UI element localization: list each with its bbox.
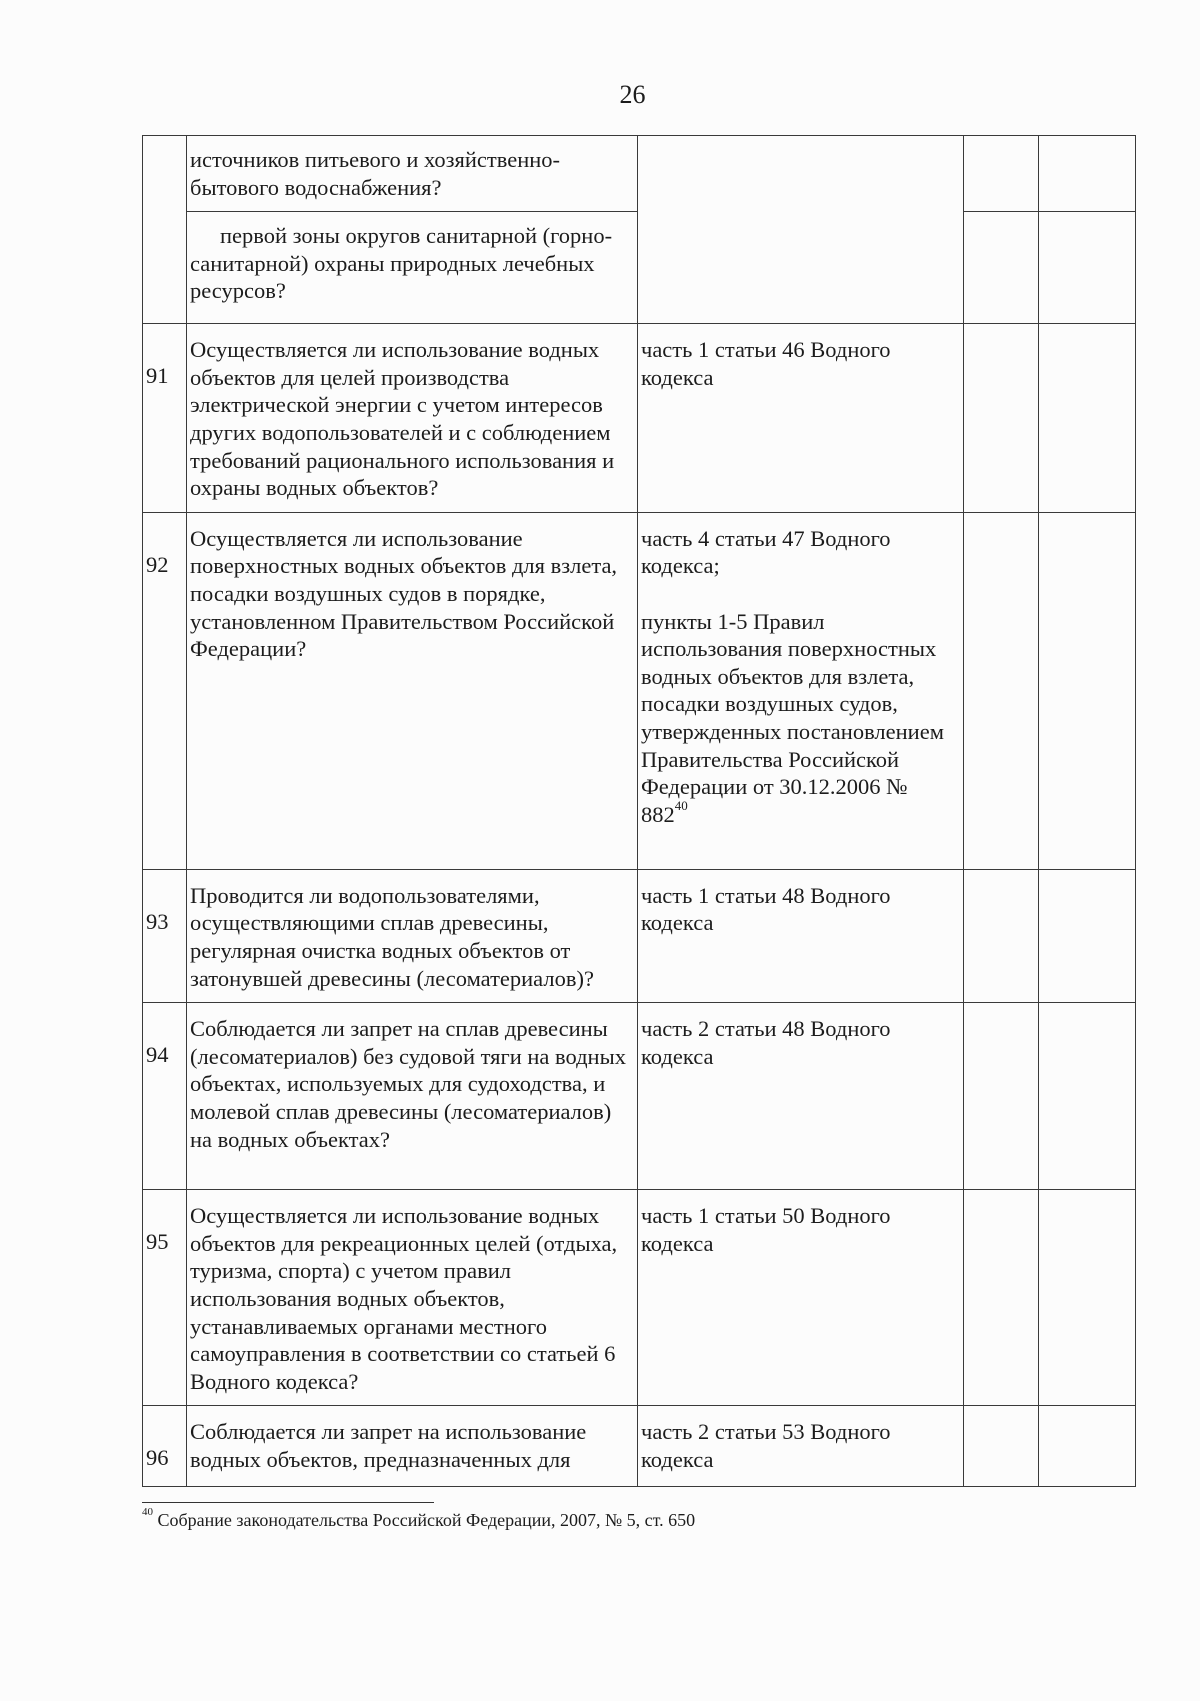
answer-cell xyxy=(964,1190,1039,1406)
note-cell xyxy=(1039,136,1136,212)
reference-text: часть 1 статьи 48 Водного кодекса xyxy=(641,882,891,936)
row-number-cell xyxy=(143,136,187,324)
footnote-divider xyxy=(142,1502,434,1503)
table-row xyxy=(143,512,1136,869)
question-cell xyxy=(187,1406,638,1487)
answer-cell xyxy=(964,512,1039,869)
question-cell xyxy=(187,136,638,212)
question-text: Проводится ли водопользователями, осуществляющими сплав древесины, регулярная очистка водных объектов от затонувшей древесины (лесоматериалов)? xyxy=(190,882,594,991)
reference-cell xyxy=(638,512,964,869)
row-number: 96 xyxy=(143,1406,187,1487)
question-cell xyxy=(187,1003,638,1190)
question-text: Осуществляется ли использование поверхностных водных объектов для взлета, посадки воздушных судов в порядке, установленном Правительством Российской Федерации? xyxy=(190,525,618,662)
reference-cell xyxy=(638,324,964,513)
table-row xyxy=(143,324,1136,513)
table-row xyxy=(143,1003,1136,1190)
question-text: Осуществляется ли использование водных объектов для целей производства электрической энергии с учетом интересов других водопользователей и с соблюдением требований рационального использования и охраны водных объектов? xyxy=(190,337,615,501)
question-cell xyxy=(187,212,638,324)
reference-text: часть 4 статьи 47 Водного кодекса; xyxy=(641,525,891,579)
question-cell xyxy=(187,1190,638,1406)
note-cell xyxy=(1039,324,1136,513)
question-text: Соблюдается ли запрет на использование водных объектов, предназначенных для xyxy=(190,1419,587,1472)
table-row xyxy=(143,1190,1136,1406)
checklist-table xyxy=(142,135,1136,1487)
table-row xyxy=(143,136,1136,212)
question-cell xyxy=(187,869,638,1002)
answer-cell xyxy=(964,1406,1039,1487)
row-number: 92 xyxy=(143,512,187,869)
row-number: 95 xyxy=(143,1190,187,1406)
table-row xyxy=(143,869,1136,1002)
question-cell xyxy=(187,512,638,869)
reference-text: часть 1 статьи 46 Водного кодекса xyxy=(641,337,891,390)
reference-cell xyxy=(638,869,964,1002)
page-number: 26 xyxy=(619,80,646,109)
reference-text: часть 2 статьи 53 Водного кодекса xyxy=(641,1419,891,1472)
note-cell xyxy=(1039,869,1136,1002)
reference-cell xyxy=(638,136,964,324)
row-number: 94 xyxy=(143,1003,187,1190)
reference-text: часть 1 статьи 50 Водного кодекса xyxy=(641,1203,891,1256)
question-text: Осуществляется ли использование водных объектов для рекреационных целей (отдыха, туризма, спорта) с учетом правил использования водных объектов, устанавливаемых органами местного самоуправления в соответствии со статьей 6 Водного кодекса? xyxy=(190,1203,618,1394)
question-text: Соблюдается ли запрет на сплав древесины (лесоматериалов) без судовой тяги на водных объектах, используемых для судоходства, и молевой сплав древесины (лесоматериалов) на водных объектах? xyxy=(190,1016,626,1152)
answer-cell xyxy=(964,212,1039,324)
footnote-marker: 40 xyxy=(674,797,688,813)
note-cell xyxy=(1039,1003,1136,1190)
note-cell xyxy=(1039,512,1136,869)
note-cell xyxy=(1039,1190,1136,1406)
reference-cell xyxy=(638,1406,964,1487)
answer-cell xyxy=(964,136,1039,212)
table-row xyxy=(143,1406,1136,1487)
reference-cell xyxy=(638,1190,964,1406)
footnote-number: 40 xyxy=(142,1506,153,1518)
answer-cell xyxy=(964,324,1039,513)
footnote xyxy=(142,1508,695,1532)
row-number: 91 xyxy=(143,324,187,513)
reference-text: часть 2 статьи 48 Водного кодекса xyxy=(641,1016,891,1069)
question-text: первой зоны округов санитарной (горно-санитарной) охраны природных лечебных ресурсов? xyxy=(190,223,613,304)
answer-cell xyxy=(964,1003,1039,1190)
row-number: 93 xyxy=(143,869,187,1002)
note-cell xyxy=(1039,1406,1136,1487)
answer-cell xyxy=(964,869,1039,1002)
question-cell xyxy=(187,324,638,513)
footnote-text: Собрание законодательства Российской Федерации, 2007, № 5, ст. 650 xyxy=(157,1510,696,1530)
reference-cell xyxy=(638,1003,964,1190)
question-text: источников питьевого и хозяйственно-бытового водоснабжения? xyxy=(190,147,561,200)
note-cell xyxy=(1039,212,1136,324)
reference-text: пункты 1-5 Правил использования поверхностных водных объектов для взлета, посадки воздушных судов, утвержденных постановлением Правительства Российской Федерации от 30.12.2006 № 882 xyxy=(641,608,944,827)
